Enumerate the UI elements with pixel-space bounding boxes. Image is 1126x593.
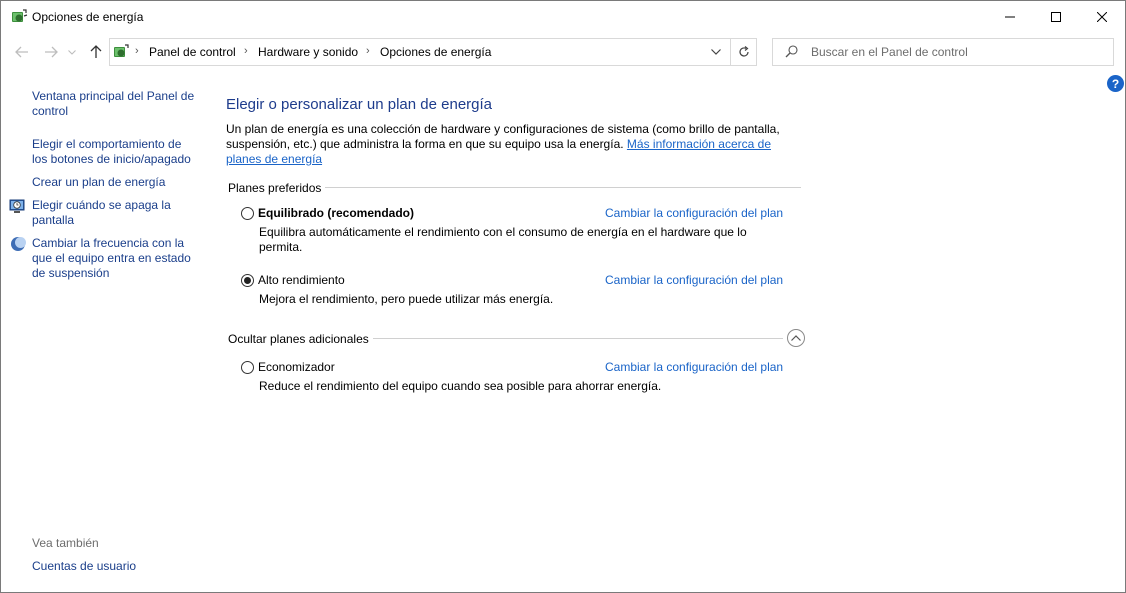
arrow-left-icon xyxy=(15,46,29,58)
plan-radio-high-performance[interactable] xyxy=(241,274,254,287)
sidebar-item-display-off[interactable]: Elegir cuándo se apaga la pantalla xyxy=(32,198,171,227)
title-bar[interactable] xyxy=(1,1,1125,32)
plan-description-high-performance: Mejora el rendimiento, pero puede utilizar más energía. xyxy=(259,292,554,306)
change-plan-link-high-performance[interactable]: Cambiar la configuración del plan xyxy=(605,273,784,287)
chevron-down-icon xyxy=(711,49,721,55)
arrow-right-icon xyxy=(44,46,58,58)
refresh-button[interactable] xyxy=(730,39,757,65)
chevron-up-icon xyxy=(791,335,801,341)
refresh-icon xyxy=(738,46,750,58)
chevron-right-icon[interactable]: › xyxy=(366,45,370,57)
plan-name-balanced[interactable]: Equilibrado (recomendado) xyxy=(258,206,415,220)
see-also-heading: Vea también xyxy=(32,536,99,550)
back-button[interactable] xyxy=(12,42,32,62)
preferred-plans-heading: Planes preferidos xyxy=(228,181,322,195)
up-button[interactable] xyxy=(86,42,106,62)
more-info-link[interactable]: Más información acerca de planes de energía xyxy=(226,137,771,166)
sidebar-item-create-plan[interactable]: Crear un plan de energía xyxy=(32,175,166,189)
plan-radio-power-saver[interactable] xyxy=(241,361,254,374)
search-icon xyxy=(785,45,798,61)
sidebar-item-power-buttons[interactable]: Elegir el comportamiento de los botones de inicio/apagado xyxy=(32,137,191,166)
window-title: Opciones de energía xyxy=(32,10,144,24)
maximize-button[interactable] xyxy=(1033,1,1079,32)
change-plan-link-balanced[interactable]: Cambiar la configuración del plan xyxy=(605,206,784,220)
collapse-button[interactable] xyxy=(787,329,805,347)
divider xyxy=(373,338,783,339)
minimize-button[interactable] xyxy=(987,1,1033,32)
change-plan-link-power-saver[interactable]: Cambiar la configuración del plan xyxy=(605,360,784,374)
navigation-bar xyxy=(1,36,1125,68)
plan-name-high-performance[interactable]: Alto rendimiento xyxy=(258,273,345,287)
plan-description-balanced: Equilibra automáticamente el rendimiento con el consumo de energía en el hardware que lo permita. xyxy=(259,225,747,254)
hidden-plans-heading[interactable]: Ocultar planes adicionales xyxy=(228,332,369,346)
description-text: Un plan de energía es una colección de hardware y configuraciones de sistema (como brillo de pantalla, suspensión, etc.) que administra la forma en que su equipo usa la energía. xyxy=(226,122,780,151)
arrow-up-icon xyxy=(90,45,102,59)
chevron-right-icon[interactable]: › xyxy=(244,45,248,57)
page-title: Elegir o personalizar un plan de energía xyxy=(226,96,493,113)
sidebar-item-user-accounts[interactable]: Cuentas de usuario xyxy=(32,559,137,573)
help-icon[interactable]: ? xyxy=(1107,75,1124,92)
close-button[interactable] xyxy=(1079,1,1125,32)
sleep-moon-icon xyxy=(9,235,27,253)
forward-button[interactable] xyxy=(41,42,61,62)
chevron-down-icon xyxy=(68,50,76,55)
sidebar-item-sleep[interactable]: Cambiar la frecuencia con la que el equipo entra en estado de suspensión xyxy=(32,236,191,280)
power-options-icon xyxy=(10,8,28,26)
breadcrumb-power-options[interactable]: Opciones de energía xyxy=(380,45,492,59)
divider xyxy=(325,187,801,188)
plan-description-power-saver: Reduce el rendimiento del equipo cuando sea posible para ahorrar energía. xyxy=(259,379,662,393)
control-panel-icon xyxy=(112,43,130,61)
address-dropdown-button[interactable] xyxy=(706,39,726,65)
chevron-right-icon[interactable]: › xyxy=(135,45,139,57)
sidebar-item-control-panel-home[interactable]: Ventana principal del Panel de control xyxy=(32,89,195,118)
recent-locations-button[interactable] xyxy=(66,42,78,62)
address-bar[interactable] xyxy=(109,38,757,66)
search-input[interactable] xyxy=(811,44,1101,60)
breadcrumb-hardware-sound[interactable]: Hardware y sonido xyxy=(258,45,359,59)
display-timer-icon xyxy=(9,197,27,215)
plan-name-power-saver[interactable]: Economizador xyxy=(258,360,335,374)
plan-radio-balanced[interactable] xyxy=(241,207,254,220)
breadcrumb-control-panel[interactable]: Panel de control xyxy=(149,45,236,59)
search-box[interactable] xyxy=(772,38,1114,66)
page-description xyxy=(226,122,806,167)
